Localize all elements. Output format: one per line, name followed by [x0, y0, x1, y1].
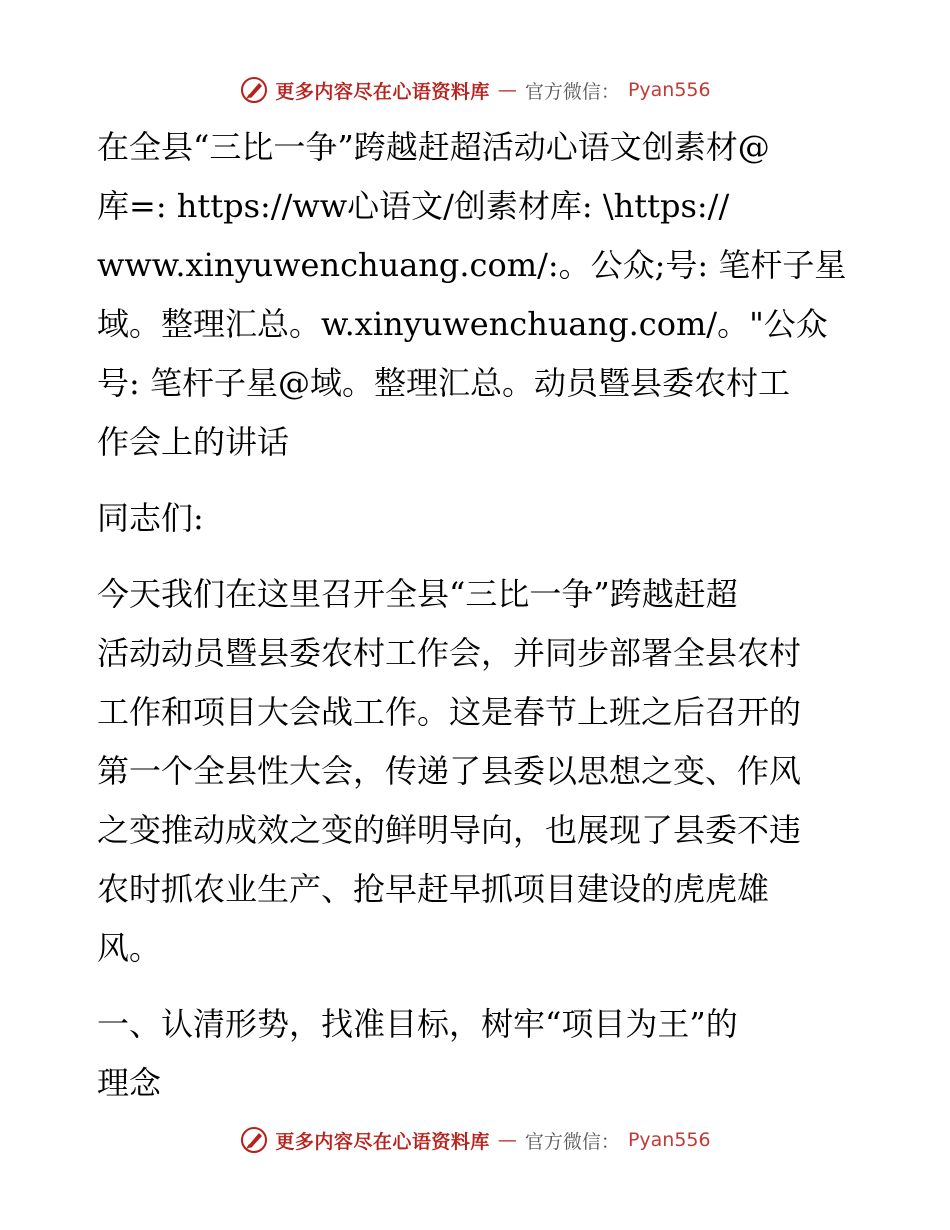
paragraph-salutation	[97, 489, 857, 548]
watermark-brand	[239, 75, 710, 105]
document-body	[97, 118, 857, 1113]
text-line: 域。整理汇总。w.xinyuwenchuang.com/。"公众	[97, 305, 828, 343]
paragraph-heading	[97, 995, 857, 1113]
text-line: 在全县“三比一争”跨越赶超活动心语文创素材@	[97, 128, 770, 166]
watermark-text: 更多内容尽在心语资料库	[275, 80, 490, 103]
text-line: 活动动员暨县委农村工作会，并同步部署全县农村	[97, 634, 802, 672]
text-line: 风。	[97, 929, 162, 967]
text-line: 之变推动成效之变的鲜明导向，也展现了县委不违	[97, 811, 802, 849]
text-line: 作会上的讲话	[97, 423, 290, 461]
pen-logo-icon	[239, 1125, 269, 1155]
text-line: www.xinyuwenchuang.com/:。公众;号: 笔杆子星	[97, 246, 847, 284]
text-line: 同志们:	[97, 499, 204, 537]
pen-logo-icon	[239, 75, 269, 105]
watermark-brand	[239, 1125, 710, 1155]
watermark-separator: —	[497, 79, 517, 101]
watermark-separator: —	[497, 1129, 517, 1151]
text-line: 今天我们在这里召开全县“三比一争”跨越赶超	[97, 575, 738, 613]
text-line: 一、认清形势，找准目标，树牢“项目为王”的	[97, 1005, 738, 1043]
text-line: 农时抓农业生产、抢早赶早抓项目建设的虎虎雄	[97, 870, 770, 908]
footer-watermark	[0, 1120, 950, 1160]
watermark-label: 官方微信：	[524, 80, 620, 103]
text-line: 第一个全县性大会，传递了县委以思想之变、作风	[97, 752, 802, 790]
text-line: 理念	[97, 1064, 162, 1102]
watermark-id: Pyan556	[627, 79, 711, 101]
paragraph-title	[97, 118, 857, 472]
watermark-id: Pyan556	[627, 1129, 711, 1151]
watermark-label: 官方微信：	[524, 1130, 620, 1153]
text-line: 库=: https://ww心语文/创素材库: \https://	[97, 187, 730, 225]
text-line: 工作和项目大会战工作。这是春节上班之后召开的	[97, 693, 802, 731]
watermark-text: 更多内容尽在心语资料库	[275, 1130, 490, 1153]
header-watermark	[0, 70, 950, 110]
text-line: 号: 笔杆子星@域。整理汇总。动员暨县委农村工	[97, 364, 790, 402]
paragraph-body	[97, 565, 857, 978]
